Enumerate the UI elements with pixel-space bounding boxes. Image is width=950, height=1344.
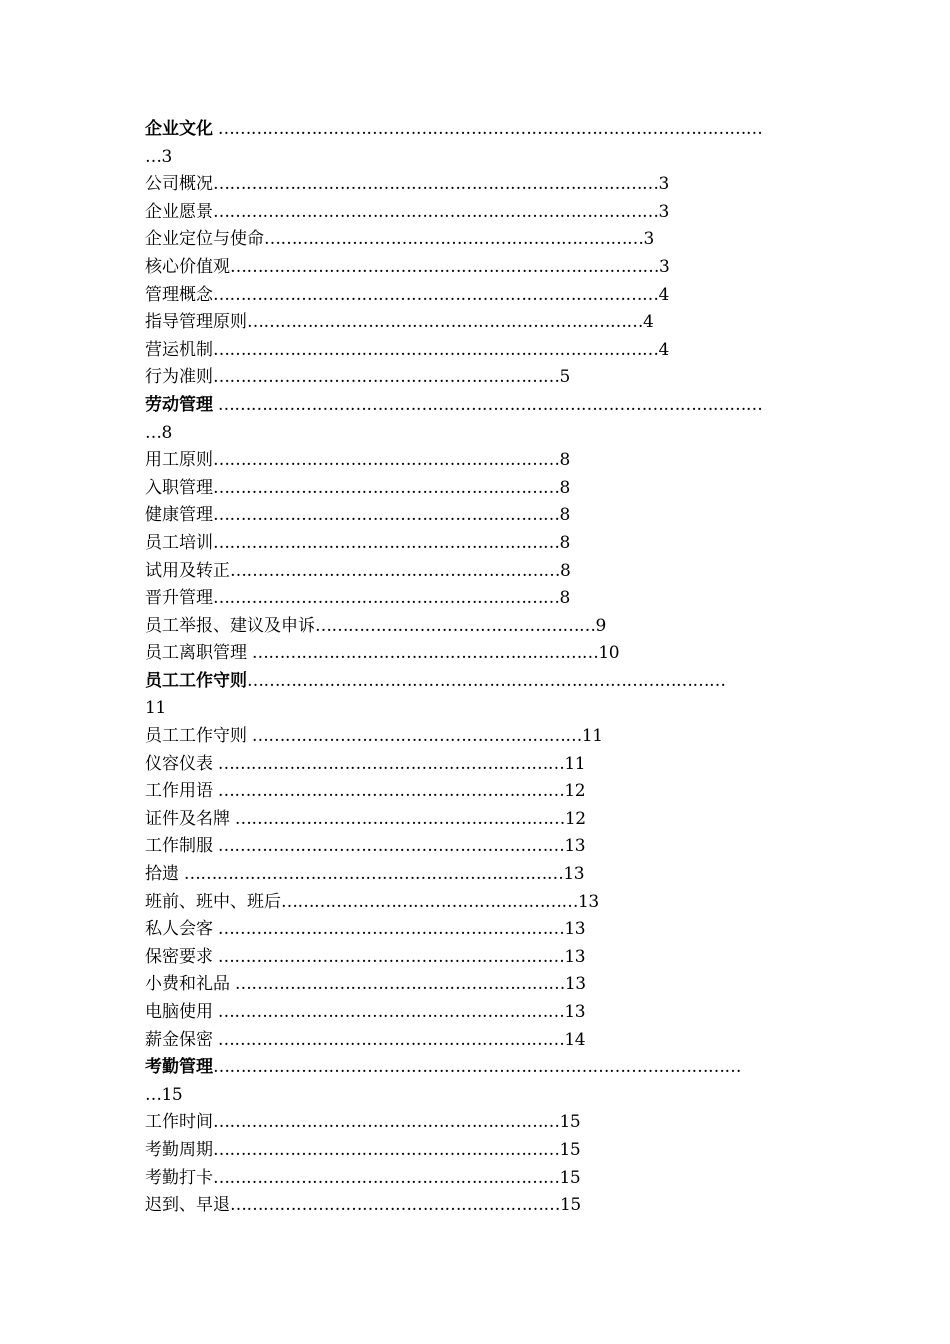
toc-entry-title: 健康管理 [145, 505, 213, 526]
toc-entry [145, 723, 805, 751]
toc-leader-and-page: ………………………………………………………8 [213, 505, 570, 526]
toc-entry [145, 530, 805, 558]
toc-leader-and-page: ………………………………………………………15 [213, 1167, 581, 1188]
toc-entry [145, 1109, 805, 1137]
toc-entry-title: 考勤周期 [145, 1139, 213, 1160]
toc-entry-title: 管理概念 [145, 284, 213, 305]
toc-entry-title: 入职管理 [145, 477, 213, 498]
toc-entry [145, 254, 805, 282]
toc-entry [145, 944, 805, 972]
toc-leader-and-page: …8 [145, 422, 172, 443]
toc-entry-title: 行为准则 [145, 367, 213, 388]
toc-leader-and-page: ……………………………………………………………13 [179, 864, 585, 885]
toc-entry-title: 用工原则 [145, 450, 213, 471]
toc-entry-title: 证件及名牌 [145, 808, 230, 829]
toc-entry-title: 小费和礼品 [145, 974, 230, 995]
toc-entry-continuation [145, 695, 805, 723]
toc-leader-and-page: ………………………………………………………15 [213, 1112, 581, 1133]
toc-leader-and-page: ……………………………………………………12 [230, 808, 586, 829]
toc-entry-title: 核心价值观 [145, 256, 230, 277]
toc-leader-and-page: ……………………………………………………………………………………… [213, 394, 763, 415]
toc-entry-title: 晋升管理 [145, 588, 213, 609]
toc-entry [145, 1027, 805, 1055]
toc-section-heading [145, 392, 805, 420]
toc-entry-title: 保密要求 [145, 946, 213, 967]
toc-leader-and-page: ………………………………………………………13 [213, 836, 586, 857]
toc-entry [145, 171, 805, 199]
toc-leader-and-page: ………………………………………………………13 [213, 919, 586, 940]
toc-entry-title: 劳动管理 [145, 394, 213, 415]
toc-leader-and-page: ………………………………………………………13 [213, 1002, 586, 1022]
toc-entry-title: 企业愿景 [145, 201, 213, 222]
toc-entry-title: 工作制服 [145, 836, 213, 857]
toc-entry-title: 工作时间 [145, 1112, 213, 1133]
toc-entry-title: 考勤管理 [145, 1057, 213, 1078]
toc-entry [145, 778, 805, 806]
toc-entry-title: 班前、班中、班后 [145, 891, 281, 912]
toc-entry-title: 拾遗 [145, 864, 179, 885]
table-of-contents [145, 116, 805, 1220]
toc-entry-title: 考勤打卡 [145, 1167, 213, 1188]
toc-entry [145, 751, 805, 779]
toc-leader-and-page: ………………………………………………………………………4 [213, 339, 669, 360]
toc-entry-title: 员工工作守则 [145, 726, 247, 747]
toc-entry [145, 585, 805, 613]
toc-entry-title: 员工离职管理 [145, 643, 247, 664]
toc-leader-and-page: ………………………………………………………………………3 [213, 174, 669, 195]
toc-entry-title: 迟到、早退 [145, 1195, 230, 1216]
toc-entry-title: 员工培训 [145, 532, 213, 553]
toc-entry [145, 337, 805, 365]
toc-entry [145, 282, 805, 310]
toc-leader-and-page: ………………………………………………………12 [213, 781, 586, 802]
toc-leader-and-page: ………………………………………………………11 [213, 753, 586, 774]
toc-entry [145, 861, 805, 889]
toc-entry [145, 806, 805, 834]
toc-entry-title: 工作用语 [145, 781, 213, 802]
toc-entry-title: 指导管理原则 [145, 312, 247, 333]
toc-leader-and-page: ………………………………………………………5 [213, 367, 570, 388]
toc-entry [145, 999, 805, 1027]
toc-section-heading [145, 668, 805, 696]
toc-leader-and-page: ……………………………………………………15 [230, 1195, 581, 1216]
toc-leader-and-page: ………………………………………………………14 [213, 1029, 586, 1050]
toc-entry [145, 1165, 805, 1193]
toc-entry [145, 226, 805, 254]
toc-entry-title: 私人会客 [145, 919, 213, 940]
toc-entry [145, 971, 805, 999]
toc-entry-title: 企业定位与使命 [145, 229, 264, 250]
toc-entry-continuation [145, 1082, 805, 1110]
toc-entry [145, 1137, 805, 1165]
toc-entry [145, 916, 805, 944]
toc-leader-and-page: ………………………………………………………8 [213, 532, 570, 553]
toc-entry [145, 475, 805, 503]
toc-entry-title: 营运机制 [145, 339, 213, 360]
toc-leader-and-page: ………………………………………………………15 [213, 1139, 581, 1160]
toc-entry [145, 640, 805, 668]
toc-entry-continuation [145, 420, 805, 448]
toc-entry-title: 薪金保密 [145, 1029, 213, 1050]
toc-entry-continuation [145, 144, 805, 172]
toc-leader-and-page: …3 [145, 146, 172, 167]
toc-leader-and-page: ……………………………………………………………………3 [230, 256, 670, 277]
toc-entry [145, 558, 805, 586]
toc-entry-title: 仪容仪表 [145, 753, 213, 774]
toc-entry-title: 公司概况 [145, 174, 213, 195]
toc-leader-and-page: ………………………………………………………8 [213, 588, 570, 609]
toc-section-heading [145, 116, 805, 144]
toc-entry [145, 889, 805, 917]
toc-leader-and-page: ………………………………………………………………………4 [213, 284, 669, 305]
toc-leader-and-page: ………………………………………………………………………3 [213, 201, 669, 222]
toc-leader-and-page: 11 [145, 698, 166, 719]
toc-leader-and-page: ……………………………………………………11 [247, 726, 603, 747]
toc-entry-title: 企业文化 [145, 119, 213, 139]
toc-leader-and-page: …………………………………………………………………………………… [213, 1057, 741, 1078]
toc-leader-and-page: ………………………………………………………13 [213, 946, 586, 967]
toc-leader-and-page: ………………………………………………………………4 [247, 312, 654, 333]
toc-entry [145, 309, 805, 337]
toc-entry [145, 502, 805, 530]
toc-entry [145, 364, 805, 392]
toc-entry [145, 447, 805, 475]
toc-entry-title: 试用及转正 [145, 560, 230, 581]
toc-section-heading [145, 1054, 805, 1082]
toc-leader-and-page: ………………………………………………………8 [213, 477, 570, 498]
toc-entry [145, 1192, 805, 1220]
toc-leader-and-page: …………………………………………………………………………… [247, 670, 726, 691]
toc-leader-and-page: …15 [145, 1084, 183, 1105]
toc-entry-title: 电脑使用 [145, 1002, 213, 1022]
toc-entry-title: 员工工作守则 [145, 670, 247, 691]
toc-entry [145, 833, 805, 861]
toc-leader-and-page: ……………………………………………………………3 [264, 229, 654, 250]
toc-entry [145, 199, 805, 227]
toc-leader-and-page: ……………………………………………………………………………………… [213, 119, 763, 139]
toc-leader-and-page: ………………………………………………………8 [213, 450, 570, 471]
toc-entry-title: 员工举报、建议及申诉 [145, 615, 315, 636]
toc-leader-and-page: ………………………………………………13 [281, 891, 599, 912]
toc-leader-and-page: ……………………………………………………13 [230, 974, 586, 995]
toc-leader-and-page: ………………………………………………………10 [247, 643, 620, 664]
toc-leader-and-page: ……………………………………………………8 [230, 560, 571, 581]
toc-leader-and-page: ……………………………………………9 [315, 615, 606, 636]
toc-entry [145, 613, 805, 641]
